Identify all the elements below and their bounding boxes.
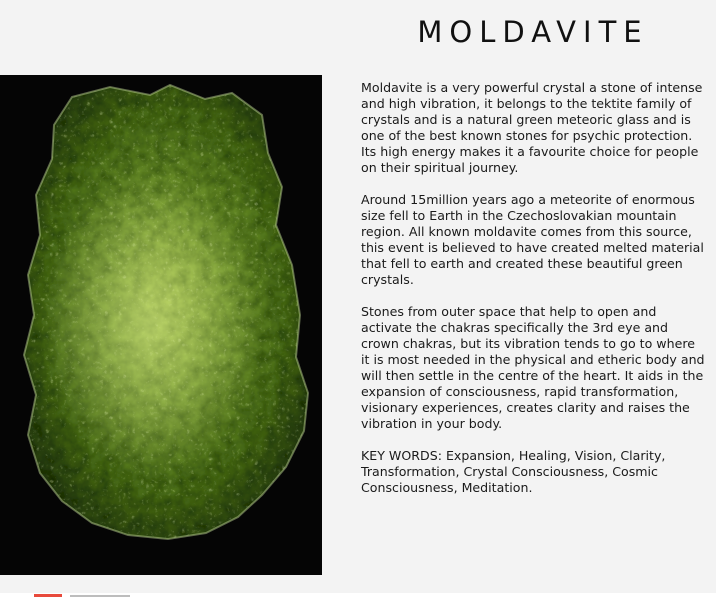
paragraph-origin: Around 15million years ago a meteorite of enormous size fell to Earth in the Czechoslovakian mountain region. All known moldavite comes from this source, this event is believed to have created melted material that fell to earth and created these beautiful green crystals. (361, 192, 704, 287)
page-title: MOLDAVITE (417, 15, 649, 49)
paragraph-intro: Moldavite is a very powerful crystal a stone of intense and high vibration, it belongs to the tektite family of crystals and is a natural green meteoric glass and is one of the best known stones for psychic protection. Its high energy makes it a favourite choice for people on their spiritual journey. (361, 80, 703, 175)
paragraph-properties: Stones from outer space that help to open and activate the chakras specifically the 3rd eye and crown chakras, but its vibration tends to go to where it is most needed in the physical and etheric body and will then settle in the centre of the heart. It aids in the expansion of consciousness, rapid transformation, visionary experiences, creates clarity and raises the vibration in your body. (361, 304, 705, 431)
moldavite-photo (0, 75, 322, 575)
description-text (361, 80, 706, 512)
moldavite-stone-illustration (0, 75, 322, 575)
paragraph-keywords: KEY WORDS: Expansion, Healing, Vision, Clarity, Transformation, Crystal Consciousness, Cosmic Consciousness, Meditation. (361, 448, 666, 495)
